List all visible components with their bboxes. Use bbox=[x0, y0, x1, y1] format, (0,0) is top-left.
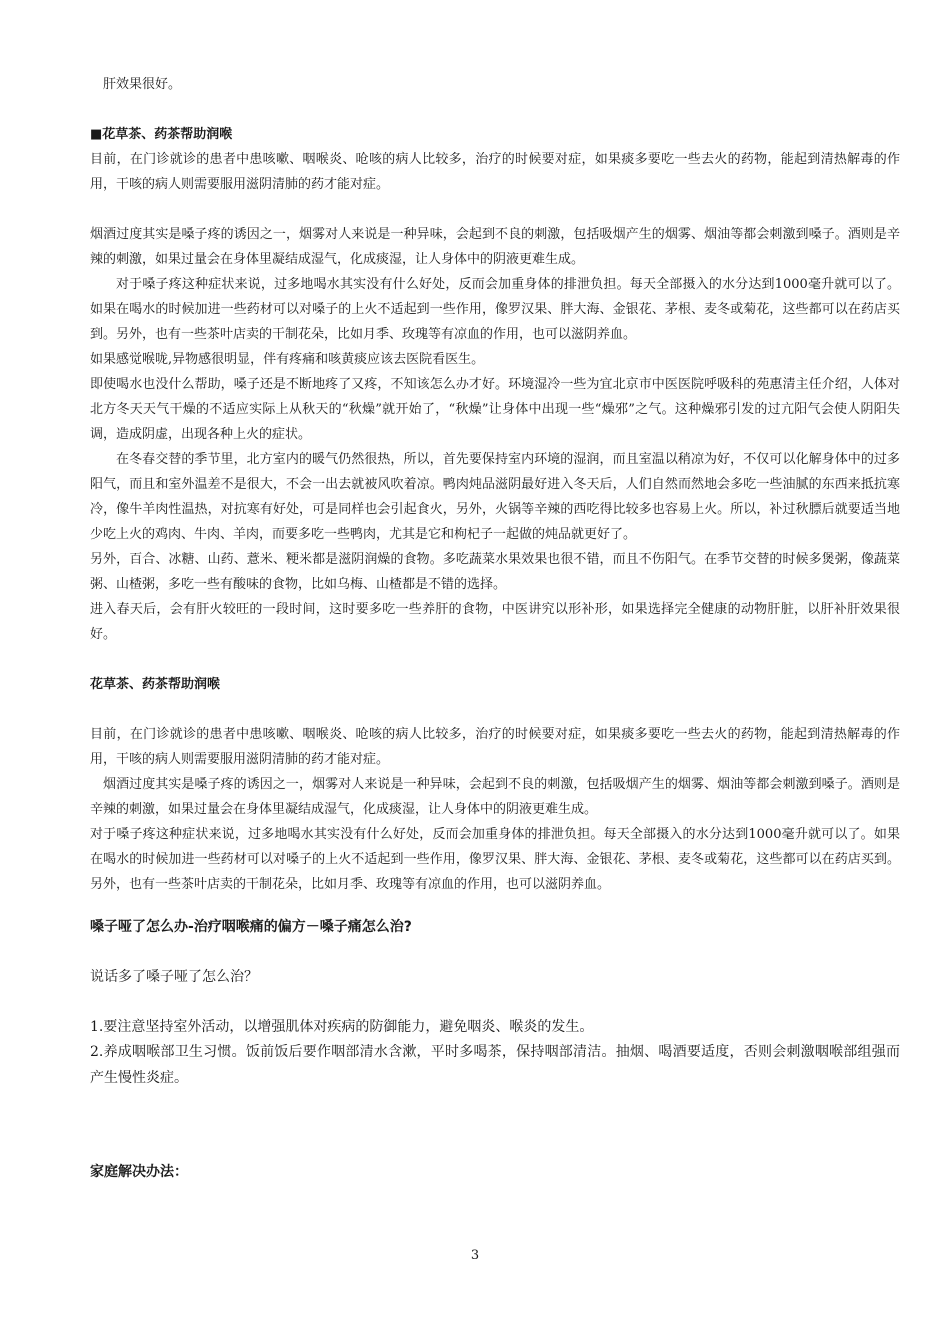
paragraph: 烟酒过度其实是嗓子疼的诱因之一，烟雾对人来说是一种异味，会起到不良的刺激，包括吸烟产生的烟雾、烟油等都会刺激到嗓子。酒则是辛辣的刺激，如果过量会在身体里凝结成湿气，化成痰湿，让人身体中的阴液更难生成。 bbox=[90, 227, 900, 267]
paragraph-continuation: 肝效果很好。 bbox=[103, 77, 182, 92]
paragraph: 进入春天后，会有肝火较旺的一段时间，这时要多吃一些养肝的食物，中医讲究以形补形，如果选择完全健康的动物肝脏，以肝补肝效果很好。 bbox=[90, 602, 900, 642]
page-number: 3 bbox=[470, 1248, 480, 1263]
paragraph: 对于嗓子疼这种症状来说，过多地喝水其实没有什么好处，反而会加重身体的排泄负担。每天全部摄入的水分达到1000毫升就可以了。如果在喝水的时候加进一些药材可以对嗓子的上火不适起到一些作用，像罗汉果、胖大海、金银花、茅根、麦冬或菊花，这些都可以在药店买到。另外，也有一些茶叶店卖的干制花朵，比如月季、玫瑰等有凉血的作用，也可以滋阴养血。 bbox=[90, 827, 900, 892]
paragraph: 如果感觉喉咙,异物感很明显，伴有疼痛和咳黄痰应该去医院看医生。 bbox=[90, 352, 485, 367]
paragraph: 目前，在门诊就诊的患者中患咳嗽、咽喉炎、呛咳的病人比较多，治疗的时候要对症，如果痰多要吃一些去火的药物，能起到清热解毒的作用，干咳的病人则需要服用滋阴清肺的药才能对症。 bbox=[90, 152, 900, 192]
paragraph: 烟酒过度其实是嗓子疼的诱因之一，烟雾对人来说是一种异味，会起到不良的刺激，包括吸烟产生的烟雾、烟油等都会刺激到嗓子。酒则是辛辣的刺激，如果过量会在身体里凝结成湿气，化成痰湿，让人身体中的阴液更难生成。 bbox=[90, 777, 900, 817]
paragraph: 即使喝水也没什么帮助，嗓子还是不断地疼了又疼，不知该怎么办才好。环境湿冷一些为宜北京市中医医院呼吸科的苑惠清主任介绍，人体对北方冬天天气干燥的不适应实际上从秋天的“秋燥”就开始了，“秋燥”让身体中出现一些“燥邪”之气。这种燥邪引发的过亢阳气会使人阴阳失调，造成阴虚，出现各种上火的症状。 bbox=[90, 377, 900, 442]
question-text: 说话多了嗓子哑了怎么治？ bbox=[90, 969, 258, 985]
paragraph: 对于嗓子疼这种症状来说，过多地喝水其实没有什么好处，反而会加重身体的排泄负担。每天全部摄入的水分达到1000毫升就可以了。如果在喝水的时候加进一些药材可以对嗓子的上火不适起到一些作用，像罗汉果、胖大海、金银花、茅根、麦冬或菊花，这些都可以在药店买到。另外，也有一些茶叶店卖的干制花朵，比如月季、玫瑰等有凉血的作用，也可以滋阴养血。 bbox=[90, 277, 900, 342]
section-heading-herbal-tea: ■花草茶、药茶帮助润喉 bbox=[90, 127, 233, 142]
section-heading-home-remedies: 家庭解决办法： bbox=[90, 1164, 188, 1180]
list-item: 2.养成咽喉部卫生习惯。饭前饭后要作咽部清水含漱，平时多喝茶，保持咽部清洁。抽烟、喝酒要适度，否则会刺激咽喉部组强而产生慢性炎症。 bbox=[90, 1044, 900, 1086]
article-heading-hoarse-throat: 嗓子哑了怎么办-治疗咽喉痛的偏方－嗓子痛怎么治? bbox=[90, 919, 412, 935]
paragraph: 另外，百合、冰糖、山药、薏米、粳米都是滋阴润燥的食物。多吃蔬菜水果效果也很不错，而且不伤阳气。在季节交替的时候多煲粥，像蔬菜粥、山楂粥，多吃一些有酸味的食物，比如乌梅、山楂都是不错的选择。 bbox=[90, 552, 900, 592]
section-heading-herbal-tea-repeat: 花草茶、药茶帮助润喉 bbox=[90, 677, 221, 692]
list-item: 1.要注意坚持室外活动，以增强肌体对疾病的防御能力，避免咽炎、喉炎的发生。 bbox=[90, 1019, 594, 1035]
paragraph: 目前，在门诊就诊的患者中患咳嗽、咽喉炎、呛咳的病人比较多，治疗的时候要对症，如果痰多要吃一些去火的药物，能起到清热解毒的作用，干咳的病人则需要服用滋阴清肺的药才能对症。 bbox=[90, 727, 900, 767]
paragraph: 在冬春交替的季节里，北方室内的暖气仍然很热，所以，首先要保持室内环境的湿润，而且室温以稍凉为好，不仅可以化解身体中的过多阳气，而且和室外温差不是很大，不会一出去就被风吹着凉。鸭肉炖品滋阴最好进入冬天后，人们自然而然地会多吃一些油腻的东西来抵抗寒冷，像牛羊肉性温热，对抗寒有好处，可是同样也会引起食火，另外，火锅等辛辣的西吃得比较多也容易上火。所以，补过秋膘后就要适当地少吃上火的鸡肉、牛肉、羊肉，而要多吃一些鸭肉，尤其是它和枸杞子一起做的炖品就更好了。 bbox=[90, 452, 900, 542]
